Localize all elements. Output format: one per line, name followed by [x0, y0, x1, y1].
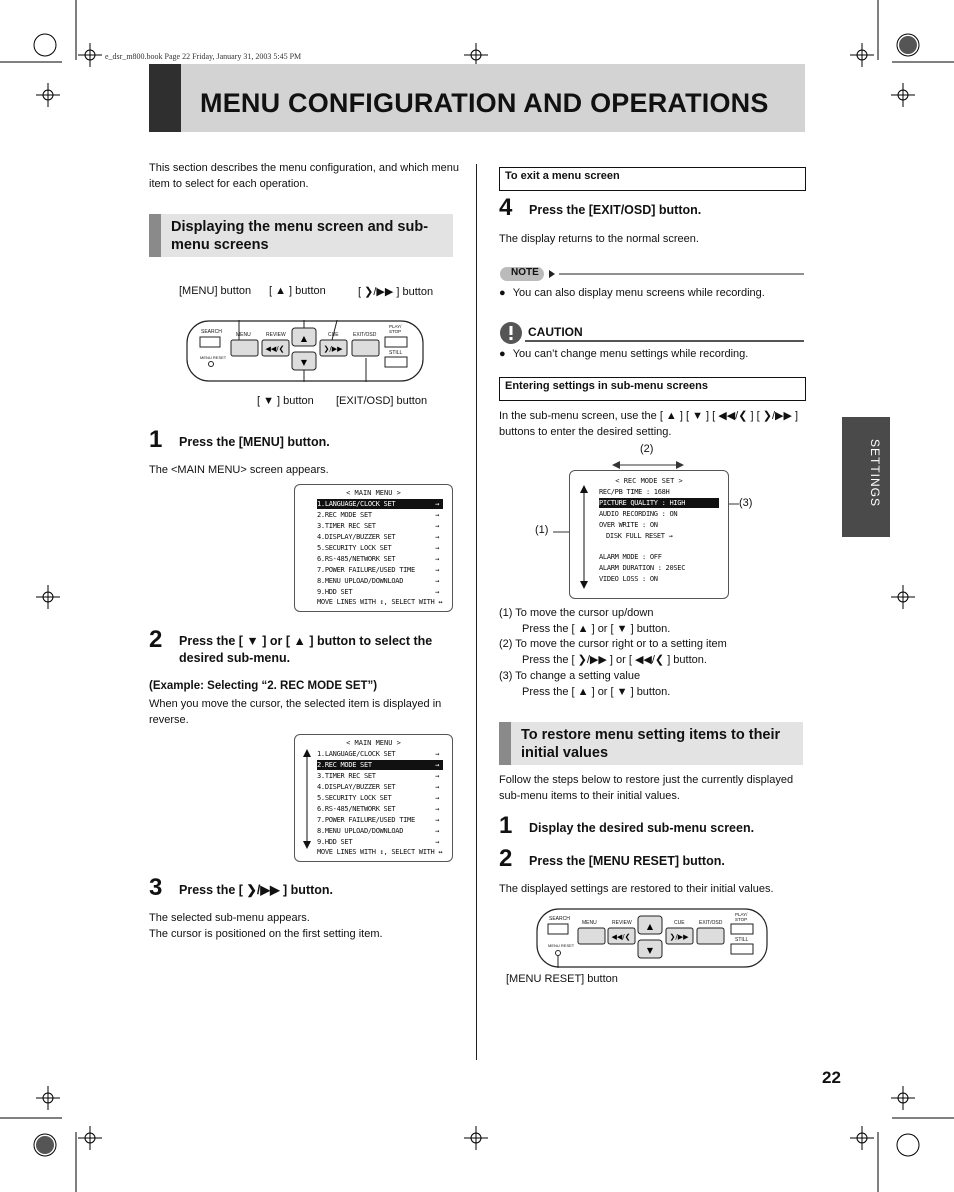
note-label: NOTE: [511, 267, 539, 278]
menu-key-label: MENU: [582, 920, 597, 926]
example-text: When you move the cursor, the selected item is displayed in reverse.: [149, 698, 442, 726]
down-button-label: [ ▼ ] button: [257, 395, 314, 407]
menu-line: 5.SECURITY LOCK SET →: [317, 544, 439, 552]
svg-text:▲: ▲: [646, 922, 654, 931]
exit-key-label: EXIT/OSD: [699, 920, 723, 926]
rec-line: REC/PB TIME : 168H: [599, 488, 670, 496]
enter-settings-heading: Entering settings in sub-menu screens: [499, 377, 806, 401]
callout-3: (3): [739, 497, 753, 509]
restore-step-2-text: Press the [MENU RESET] button.: [529, 854, 725, 868]
enter-settings-text: In the sub-menu screen, use the [ ▲ ] [ ▼ ] [ ◀◀/❮ ] [ ❯/▶▶ ] buttons to enter the desired setting.: [499, 410, 799, 438]
still-key-label: STILL: [735, 937, 749, 943]
menu-line: 3.TIMER REC SET →: [317, 772, 439, 780]
legend-2: (2) To move the cursor right or to a setting item: [499, 638, 727, 650]
menu-line: 5.SECURITY LOCK SET →: [317, 794, 439, 802]
cue-key-label: CUE: [328, 332, 339, 338]
main-menu-screen-selected: [294, 734, 453, 862]
menu-key-label: MENU: [236, 332, 251, 338]
exit-key-label: EXIT/OSD: [353, 332, 377, 338]
menu-line: 3.TIMER REC SET →: [317, 522, 439, 530]
menu-footer: MOVE LINES WITH ↕, SELECT WITH ↔: [317, 598, 443, 606]
screen-title: < MAIN MENU >: [346, 489, 401, 497]
search-key-label: SEARCH: [549, 916, 570, 922]
note-item: ● You can also display menu screens while recording.: [499, 287, 765, 299]
menu-line: 8.MENU UPLOAD/DOWNLOAD →: [317, 827, 439, 835]
page-title: MENU CONFIGURATION AND OPERATIONS: [200, 88, 769, 118]
menu-line: 7.POWER FAILURE/USED TIME →: [317, 566, 439, 574]
column-divider: [476, 164, 477, 1060]
rec-line: OVER WRITE : ON: [599, 521, 658, 529]
review-key-label: REVIEW: [266, 332, 286, 338]
example-heading: (Example: Selecting “2. REC MODE SET”): [149, 680, 378, 692]
rec-line: VIDEO LOSS : ON: [599, 575, 658, 583]
svg-text:◀◀/❮: ◀◀/❮: [611, 933, 631, 941]
menu-line: 2.REC MODE SET →: [317, 760, 443, 770]
menu-line: 1.LANGUAGE/CLOCK SET →: [317, 750, 439, 758]
menu-footer: MOVE LINES WITH ↕, SELECT WITH ↔: [317, 848, 443, 856]
note-header: [499, 266, 804, 282]
restore-step-2-result: The displayed settings are restored to their initial values.: [499, 883, 774, 895]
menu-reset-key-label: MENU RESET: [200, 355, 227, 360]
restore-step-1-text: Display the desired sub-menu screen.: [529, 821, 755, 835]
menu-line: 2.REC MODE SET →: [317, 511, 439, 519]
menu-line: 6.RS-485/NETWORK SET →: [317, 555, 439, 563]
restore-step-number-2: 2: [499, 845, 513, 872]
menu-reset-key-label: MENU RESET: [548, 943, 575, 948]
rec-mode-screen: [569, 470, 729, 599]
page-number: 22: [822, 1068, 841, 1087]
review-key-label: REVIEW: [612, 920, 632, 926]
screen-title: < REC MODE SET >: [615, 477, 683, 485]
legend-3: (3) To change a setting value: [499, 670, 641, 682]
restore-text: Follow the steps below to restore just the currently displayed sub-menu items to their initial values.: [499, 774, 794, 802]
rec-line: ALARM DURATION : 20SEC: [599, 564, 686, 572]
menu-reset-button-label: [MENU RESET] button: [506, 973, 618, 985]
menu-line: 9.HDD SET →: [317, 588, 439, 596]
menu-line: 4.DISPLAY/BUZZER SET →: [317, 533, 439, 541]
rec-line: DISK FULL RESET →: [606, 532, 673, 540]
forward-button-label: [ ❯/▶▶ ] button: [358, 286, 434, 298]
callout-2: (2): [640, 443, 654, 455]
legend-1-detail: Press the [ ▲ ] or [ ▼ ] button.: [522, 623, 671, 635]
step-3-text: Press the [ ❯/▶▶ ] button.: [179, 883, 334, 897]
caution-label: CAUTION: [528, 325, 583, 339]
menu-button-label: [MENU] button: [179, 285, 252, 297]
step-3-result-1: The selected sub-menu appears.: [149, 912, 310, 924]
settings-side-tab: SETTINGS: [842, 417, 890, 537]
step-4-result: The display returns to the normal screen.: [499, 233, 699, 245]
intro-text: This section describes the menu configuration, and which menu item to select for each operation.: [149, 162, 460, 190]
exit-menu-heading: To exit a menu screen: [499, 167, 806, 191]
svg-text:◀◀/❮: ◀◀/❮: [265, 345, 285, 353]
step-1-text: Press the [MENU] button.: [179, 435, 330, 449]
rec-line: PICTURE QUALITY : HIGH: [599, 498, 719, 508]
restore-step-number-1: 1: [499, 812, 513, 839]
menu-line: 1.LANGUAGE/CLOCK SET →: [317, 499, 443, 509]
play-key-label: PLAY/ STOP: [389, 324, 402, 334]
step-number-3: 3: [149, 874, 163, 901]
rec-line: ALARM MODE : OFF: [599, 553, 662, 561]
svg-text:❯/▶▶: ❯/▶▶: [669, 933, 689, 941]
legend-2-detail: Press the [ ❯/▶▶ ] or [ ◀◀/❮ ] button.: [522, 654, 707, 666]
legend-3-detail: Press the [ ▲ ] or [ ▼ ] button.: [522, 686, 671, 698]
legend-1: (1) To move the cursor up/down: [499, 607, 654, 619]
play-key-label: PLAY/ STOP: [735, 912, 748, 922]
control-panel-reset: [536, 908, 768, 968]
step-4-text: Press the [EXIT/OSD] button.: [529, 203, 702, 217]
step-number-1: 1: [149, 426, 163, 453]
print-header: e_dsr_m800.book Page 22 Friday, January 31, 2003 5:45 PM: [105, 52, 302, 61]
exit-button-label: [EXIT/OSD] button: [336, 395, 428, 407]
screen-title: < MAIN MENU >: [346, 739, 401, 747]
up-button-label: [ ▲ ] button: [269, 285, 326, 297]
title-accent: [149, 64, 181, 132]
still-key-label: STILL: [389, 350, 403, 356]
svg-text:❯/▶▶: ❯/▶▶: [323, 345, 343, 353]
section-heading-display: Displaying the menu screen and sub-menu screens: [149, 214, 453, 257]
step-number-4: 4: [499, 194, 513, 221]
caution-item: ● You can’t change menu settings while recording.: [499, 348, 749, 360]
search-key-label: SEARCH: [201, 329, 222, 335]
menu-line: 9.HDD SET →: [317, 838, 439, 846]
caution-header: [499, 322, 804, 344]
menu-line: 6.RS-485/NETWORK SET →: [317, 805, 439, 813]
rec-line: AUDIO RECORDING : ON: [599, 510, 678, 518]
step-3-result-2: The cursor is positioned on the first setting item.: [149, 928, 383, 940]
step-1-result: The <MAIN MENU> screen appears.: [149, 464, 329, 476]
step-number-2: 2: [149, 626, 163, 653]
menu-line: 8.MENU UPLOAD/DOWNLOAD →: [317, 577, 439, 585]
svg-text:▼: ▼: [646, 946, 654, 955]
control-panel: [186, 320, 424, 382]
step-2-text: Press the [ ▼ ] or [ ▲ ] button to select the desired sub-menu.: [179, 634, 433, 665]
svg-text:▲: ▲: [300, 334, 308, 343]
menu-line: 7.POWER FAILURE/USED TIME →: [317, 816, 439, 824]
cue-key-label: CUE: [674, 920, 685, 926]
callout-1: (1): [535, 524, 549, 536]
svg-text:▼: ▼: [300, 358, 308, 367]
section-heading-restore: To restore menu setting items to their initial values: [499, 722, 803, 765]
main-menu-screen: [294, 484, 453, 612]
menu-line: 4.DISPLAY/BUZZER SET →: [317, 783, 439, 791]
